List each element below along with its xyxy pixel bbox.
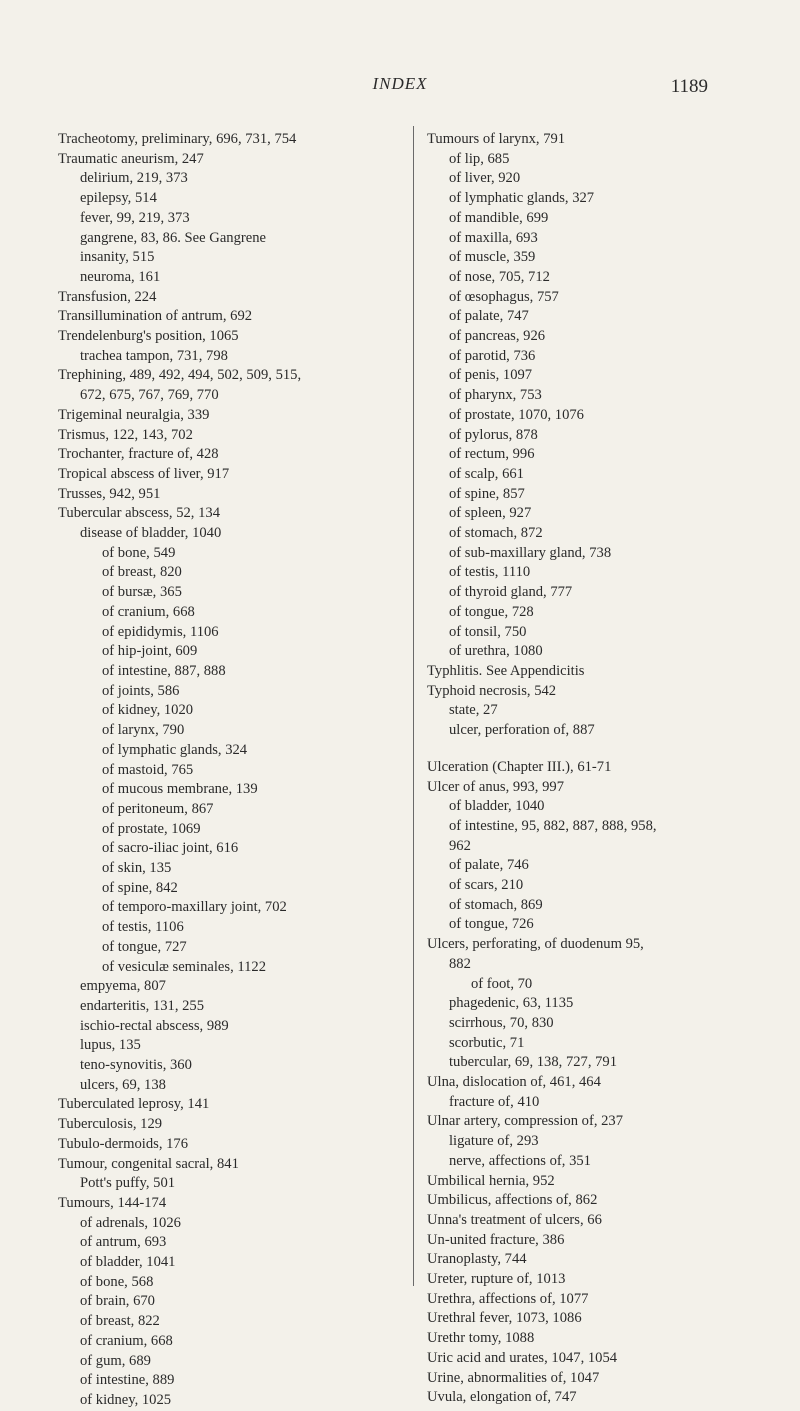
index-subentry: fracture of, 410 [449, 1093, 540, 1110]
index-subentry: of spine, 857 [449, 485, 525, 502]
index-entry: Ureter, rupture of, 1013 [427, 1271, 566, 1288]
index-subentry: scirrhous, 70, 830 [449, 1014, 554, 1031]
index-subentry: of spleen, 927 [449, 505, 532, 522]
index-subentry: of peritoneum, 867 [102, 800, 214, 817]
index-entry: Tubercular abscess, 52, 134 [58, 505, 220, 522]
index-subentry: of lymphatic glands, 324 [102, 741, 248, 758]
index-subentry: of sacro-iliac joint, 616 [102, 840, 239, 857]
index-subentry: endarteritis, 131, 255 [80, 997, 205, 1014]
index-subentry: of temporo-maxillary joint, 702 [102, 899, 287, 916]
index-entry: Ulcer of anus, 993, 997 [427, 778, 564, 795]
index-entry: Uvula, elongation of, 747 [427, 1389, 577, 1406]
index-subentry: of tonsil, 750 [449, 623, 527, 640]
column-divider [413, 126, 414, 1286]
index-subentry: of skin, 135 [102, 860, 172, 877]
index-subentry: of prostate, 1070, 1076 [449, 406, 584, 423]
index-subentry: of œsophagus, 757 [449, 288, 559, 305]
index-subentry: of sub-maxillary gland, 738 [449, 544, 612, 561]
index-entry: Urethral fever, 1073, 1086 [427, 1310, 582, 1327]
index-subentry: fever, 99, 219, 373 [80, 209, 190, 226]
index-subentry: of urethra, 1080 [449, 643, 543, 660]
index-subentry: of cranium, 668 [80, 1332, 173, 1349]
index-subentry: delirium, 219, 373 [80, 170, 188, 187]
index-entry: Urethr tomy, 1088 [427, 1330, 535, 1347]
index-entry: Umbilicus, affections of, 862 [427, 1192, 598, 1209]
index-subentry: scorbutic, 71 [449, 1034, 525, 1051]
index-entry: Unna's treatment of ulcers, 66 [427, 1211, 602, 1228]
index-subentry: of scalp, 661 [449, 465, 524, 482]
index-entry: Tuberculosis, 129 [58, 1116, 163, 1133]
index-subentry: of intestine, 887, 888 [102, 662, 226, 679]
index-entry: Urethra, affections of, 1077 [427, 1290, 589, 1307]
index-subentry: of rectum, 996 [449, 446, 535, 463]
index-entry: Trephining, 489, 492, 494, 502, 509, 515, [58, 367, 302, 384]
index-entry: Trigeminal neuralgia, 339 [58, 406, 210, 423]
index-subentry: of intestine, 95, 882, 887, 888, 958, [449, 817, 657, 834]
index-subentry: of kidney, 1020 [102, 702, 194, 719]
index-subentry: gangrene, 83, 86. See Gangrene [80, 229, 266, 246]
index-subentry: insanity, 515 [80, 249, 155, 266]
index-subentry: of mucous membrane, 139 [102, 781, 258, 798]
index-entry: Tumours of larynx, 791 [427, 131, 566, 147]
index-subentry: of testis, 1110 [449, 564, 531, 581]
index-subentry: epilepsy, 514 [80, 190, 157, 207]
index-subentry: of thyroid gland, 777 [449, 584, 573, 601]
index-subentry: 962 [449, 837, 471, 854]
index-column-right [427, 130, 745, 1408]
index-entry: Transillumination of antrum, 692 [58, 308, 253, 325]
index-entry: Urine, abnormalities of, 1047 [427, 1369, 600, 1386]
index-subentry: of liver, 920 [449, 170, 521, 187]
index-subentry: 882 [449, 955, 471, 972]
index-subentry: neuroma, 161 [80, 268, 161, 285]
index-subentry: teno-synovitis, 360 [80, 1057, 192, 1074]
index-entry: Tropical abscess of liver, 917 [58, 465, 230, 482]
index-entry: Transfusion, 224 [58, 288, 157, 305]
index-subentry: 672, 675, 767, 769, 770 [80, 387, 219, 404]
index-subentry: of gum, 689 [80, 1352, 151, 1369]
index-subentry: of intestine, 889 [80, 1372, 175, 1389]
index-subentry: of tongue, 728 [449, 603, 534, 620]
index-entry: Un-united fracture, 386 [427, 1231, 565, 1248]
index-subentry: state, 27 [449, 702, 498, 719]
index-subentry: of pancreas, 926 [449, 328, 546, 345]
index-subentry: phagedenic, 63, 1135 [449, 995, 574, 1012]
index-subentry: of brain, 670 [80, 1293, 155, 1310]
index-subentry: of bone, 549 [102, 544, 176, 561]
index-subentry: of palate, 746 [449, 857, 529, 874]
index-subentry: of bursæ, 365 [102, 584, 182, 601]
index-entry: Uric acid and urates, 1047, 1054 [427, 1349, 618, 1366]
index-subentry: of larynx, 790 [102, 722, 185, 739]
index-subentry: of lymphatic glands, 327 [449, 190, 595, 207]
index-entry: Tumour, congenital sacral, 841 [58, 1155, 239, 1172]
index-gap [427, 741, 745, 758]
index-entry: Umbilical hernia, 952 [427, 1172, 555, 1189]
index-subentry: of hip-joint, 609 [102, 643, 198, 660]
index-subentry: of stomach, 869 [449, 896, 543, 913]
index-entry: Typhoid necrosis, 542 [427, 682, 557, 699]
index-entry: Tracheotomy, preliminary, 696, 731, 754 [58, 131, 297, 147]
index-subentry: of epididymis, 1106 [102, 623, 219, 640]
index-subentry: ischio-rectal abscess, 989 [80, 1017, 229, 1034]
index-subentry: of nose, 705, 712 [449, 268, 550, 285]
index-subentry: of tongue, 726 [449, 916, 534, 933]
index-subentry: Pott's puffy, 501 [80, 1175, 176, 1192]
index-entry: Typhlitis. See Appendicitis [427, 662, 585, 679]
index-subentry: of joints, 586 [102, 682, 180, 699]
index-subentry: lupus, 135 [80, 1037, 141, 1054]
index-subentry: of kidney, 1025 [80, 1392, 172, 1408]
index-subentry: tubercular, 69, 138, 727, 791 [449, 1054, 618, 1071]
index-subentry: ulcers, 69, 138 [80, 1076, 166, 1093]
index-entry: Ulnar artery, compression of, 237 [427, 1113, 624, 1130]
index-subentry: of scars, 210 [449, 877, 524, 894]
index-subentry: of mastoid, 765 [102, 761, 194, 778]
index-entry: Traumatic aneurism, 247 [58, 150, 204, 167]
index-subentry: of maxilla, 693 [449, 229, 538, 246]
running-head: INDEX [372, 74, 428, 93]
index-subentry: of bladder, 1040 [449, 798, 545, 815]
index-subentry: of penis, 1097 [449, 367, 533, 384]
index-entry: Ulna, dislocation of, 461, 464 [427, 1074, 601, 1091]
index-entry: Trismus, 122, 143, 702 [58, 426, 193, 443]
index-subentry: of testis, 1106 [102, 919, 184, 936]
index-subentry: of lip, 685 [449, 150, 510, 167]
index-subentry: trachea tampon, 731, 798 [80, 347, 228, 364]
index-subentry: of mandible, 699 [449, 209, 549, 226]
index-column-left [58, 130, 398, 1411]
index-subentry: of foot, 70 [471, 975, 533, 992]
index-subentry: of prostate, 1069 [102, 820, 201, 837]
page-number: 1189 [670, 76, 708, 97]
index-subentry: of bone, 568 [80, 1273, 154, 1290]
index-subentry: of tongue, 727 [102, 938, 187, 955]
index-entry: Ulceration (Chapter III.), 61-71 [427, 758, 612, 775]
index-entry: Trendelenburg's position, 1065 [58, 328, 239, 345]
index-subentry: of antrum, 693 [80, 1234, 167, 1251]
index-subentry: nerve, affections of, 351 [449, 1152, 591, 1169]
index-entry: Uranoplasty, 744 [427, 1251, 527, 1268]
index-subentry: of stomach, 872 [449, 525, 543, 542]
index-subentry: ligature of, 293 [449, 1133, 539, 1150]
index-entry: Tubulo-dermoids, 176 [58, 1135, 189, 1152]
index-entry: Trochanter, fracture of, 428 [58, 446, 219, 463]
index-subentry: of cranium, 668 [102, 603, 195, 620]
index-subentry: of palate, 747 [449, 308, 529, 325]
index-subentry: of vesiculæ seminales, 1122 [102, 958, 267, 975]
index-subentry: of muscle, 359 [449, 249, 536, 266]
index-subentry: of adrenals, 1026 [80, 1214, 181, 1231]
index-subentry: of breast, 820 [102, 564, 182, 581]
index-subentry: of pylorus, 878 [449, 426, 538, 443]
index-subentry: of pharynx, 753 [449, 387, 542, 404]
index-subentry: ulcer, perforation of, 887 [449, 722, 595, 739]
index-subentry: of bladder, 1041 [80, 1254, 176, 1271]
index-subentry: of breast, 822 [80, 1313, 160, 1330]
index-entry: Ulcers, perforating, of duodenum 95, [427, 936, 644, 953]
index-subentry: empyema, 807 [80, 978, 166, 995]
index-entry: Tumours, 144-174 [58, 1194, 167, 1211]
index-subentry: of parotid, 736 [449, 347, 536, 364]
index-entry: Trusses, 942, 951 [58, 485, 161, 502]
index-subentry: of spine, 842 [102, 879, 178, 896]
index-subentry: disease of bladder, 1040 [80, 525, 222, 542]
index-entry: Tuberculated leprosy, 141 [58, 1096, 210, 1113]
